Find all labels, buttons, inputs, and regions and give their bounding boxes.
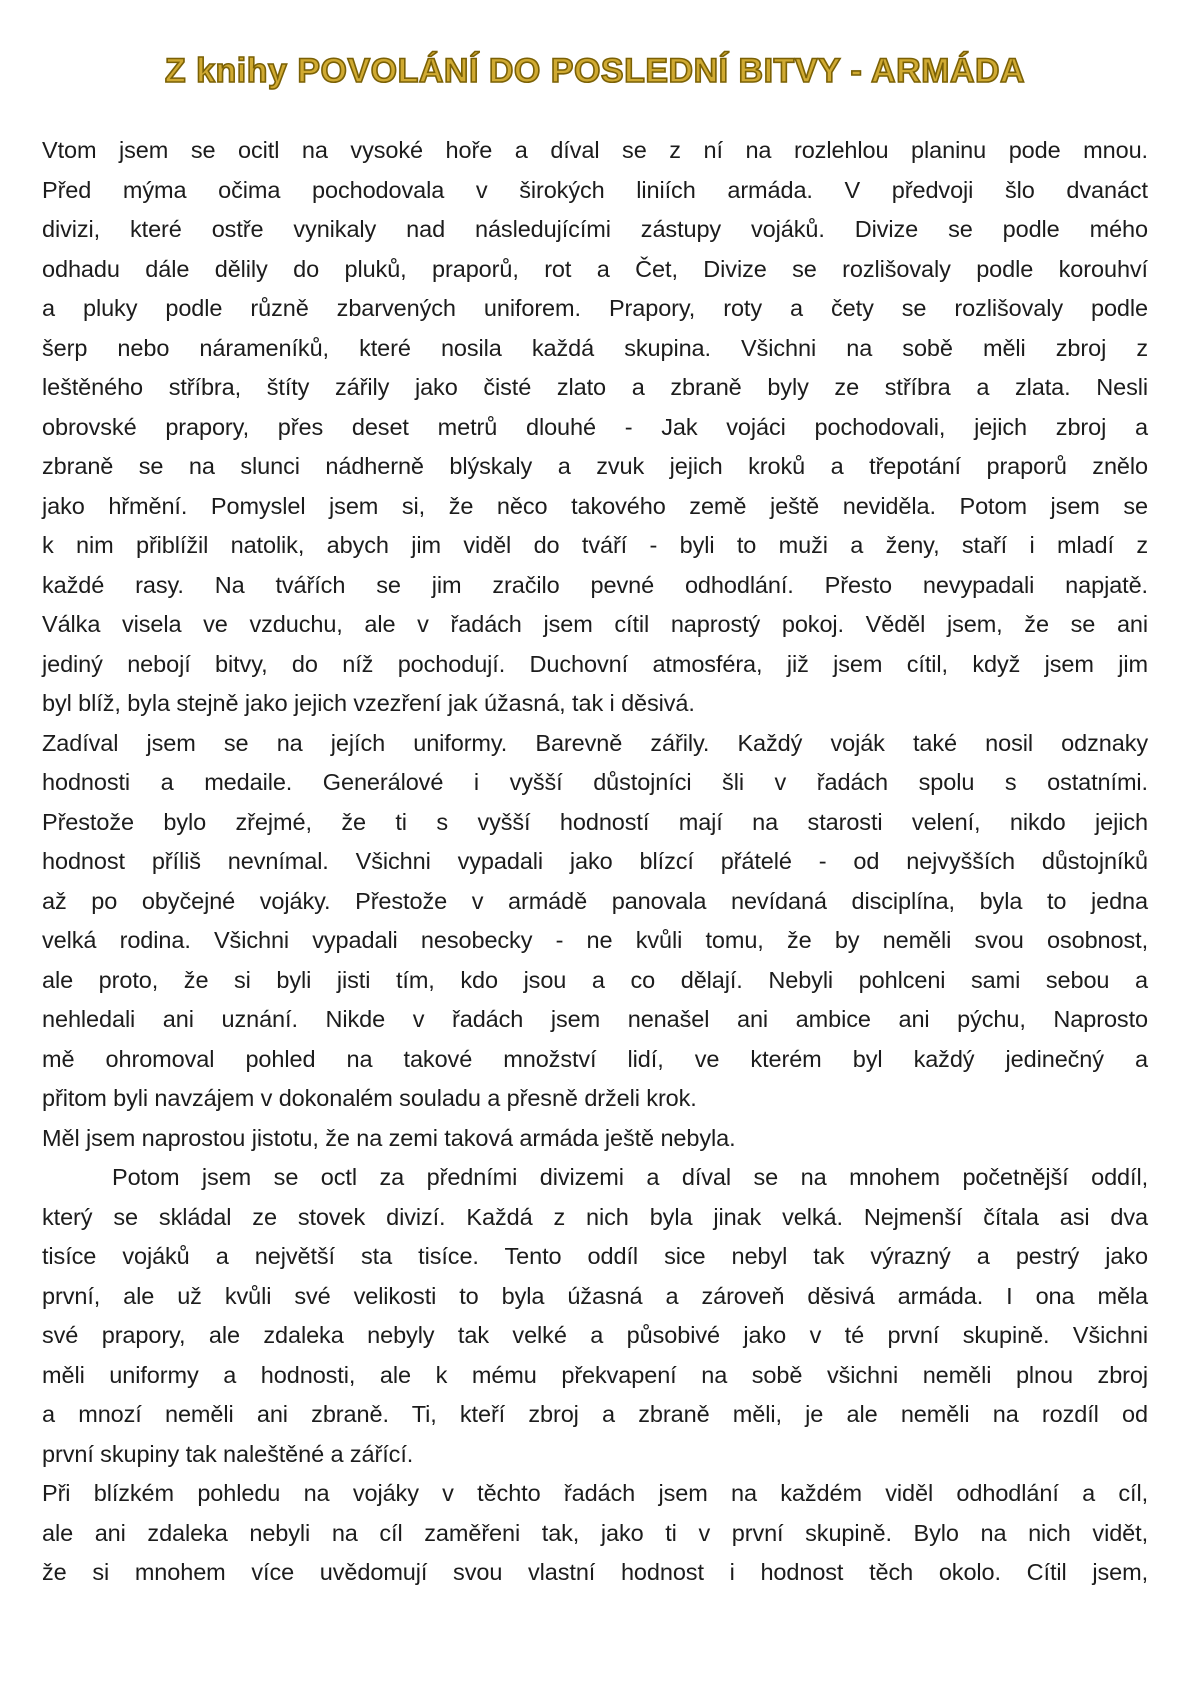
text-line: jako hřmění. Pomyslel jsem si, že něco takového země ještě neviděla. Potom jsem se (42, 492, 1148, 519)
text-line: k nim přiblížil natolik, abych jim viděl do tváří - byli to muži a ženy, staří i mladí z (42, 532, 1148, 558)
text-line: zbraně se na slunci nádherně blýskaly a zvuk jejich kroků a třepotání praporů znělo (42, 453, 1148, 479)
text-line: jediný nebojí bitvy, do níž pochodují. Duchovní atmosféra, již jsem cítil, když jsem jim (42, 650, 1148, 677)
text-line: první skupiny tak naleštěné a zářící. (42, 1440, 414, 1467)
text-line: Potom jsem se octl za předními divizemi a díval se na mnohem početnější oddíl, (112, 1164, 1148, 1190)
text-line: své prapory, ale zdaleka nebyly tak velké a působivé jako v té první skupině. Všichni (42, 1322, 1148, 1348)
text-line: Válka visela ve vzduchu, ale v řadách jsem cítil naprostý pokoj. Věděl jsem, že se ani (42, 611, 1148, 637)
text-line: přitom byli navzájem v dokonalém souladu a přesně drželi krok. (42, 1085, 697, 1111)
text-line: první, ale už kvůli své velikosti to byla úžasná a zároveň děsivá armáda. I ona měla (42, 1282, 1148, 1309)
page-title: Z knihy POVOLÁNÍ DO POSLEDNÍ BITVY - ARMÁDA (164, 52, 1026, 90)
text-line: který se skládal ze stovek divizí. Každá z nich byla jinak velká. Nejmenší čítala asi dva (42, 1203, 1148, 1230)
paragraph (42, 131, 1148, 724)
text-line: mě ohromoval pohled na takové množství lidí, ve kterém byl každý jedinečný a (42, 1045, 1148, 1072)
text-line: Vtom jsem se ocitl na vysoké hoře a díval se z ní na rozlehlou planinu pode mnou. (42, 137, 1148, 163)
text-line: nehledali ani uznání. Nikde v řadách jsem nenašel ani ambice ani pýchu, Naprosto (42, 1006, 1148, 1032)
text-line: Před mýma očima pochodovala v širokých liniích armáda. V předvoji šlo dvanáct (42, 176, 1148, 203)
text-line: ale ani zdaleka nebyli na cíl zaměřeni tak, jako ti v první skupině. Bylo na nich vidět, (42, 1519, 1148, 1546)
text-line: odhadu dále dělily do pluků, praporů, rot a Čet, Divize se rozlišovaly podle korouhví (42, 255, 1148, 282)
text-line: Zadíval jsem se na jejích uniformy. Barevně zářily. Každý voják také nosil odznaky (42, 729, 1148, 756)
text-line: velká rodina. Všichni vypadali nesobecky - ne kvůli tomu, že by neměli svou osobnost, (42, 927, 1148, 953)
text-line: Přestože bylo zřejmé, že ti s vyšší hodností mají na starosti velení, nikdo jejich (42, 808, 1148, 835)
text-line: ale proto, že si byli jisti tím, kdo jsou a co dělají. Nebyli pohlceni sami sebou a (42, 966, 1148, 993)
article-body (42, 131, 1148, 1593)
text-line: a pluky podle různě zbarvených uniforem. Prapory, roty a čety se rozlišovaly podle (42, 295, 1148, 321)
text-line: Při blízkém pohledu na vojáky v těchto řadách jsem na každém viděl odhodlání a cíl, (42, 1480, 1148, 1506)
text-line: byl blíž, byla stejně jako jejich vzezření jak úžasná, tak i děsivá. (42, 690, 695, 716)
text-line: šerp nebo nárameníků, které nosila každá skupina. Všichni na sobě měli zbroj z (42, 334, 1148, 361)
paragraph (42, 1119, 1148, 1159)
paragraph (42, 1158, 1148, 1474)
text-line: leštěného stříbra, štíty zářily jako čisté zlato a zbraně byly ze stříbra a zlata. Nesli (42, 374, 1148, 400)
text-line: divizi, které ostře vynikaly nad následujícími zástupy vojáků. Divize se podle mého (42, 216, 1148, 242)
paragraph (42, 724, 1148, 1119)
text-line: až po obyčejné vojáky. Přestože v armádě panovala nevídaná disciplína, byla to jedna (42, 887, 1148, 914)
text-line: každé rasy. Na tvářích se jim zračilo pevné odhodlání. Přesto nevypadali napjatě. (42, 571, 1148, 598)
text-line: hodnost příliš nevnímal. Všichni vypadali jako blízcí přátelé - od nejvyšších důstojníků (42, 848, 1148, 874)
text-line: hodnosti a medaile. Generálové i vyšší důstojníci šli v řadách spolu s ostatními. (42, 769, 1148, 795)
paragraph (42, 1474, 1148, 1593)
text-line: Měl jsem naprostou jistotu, že na zemi taková armáda ještě nebyla. (42, 1124, 736, 1151)
text-line: měli uniformy a hodnosti, ale k mému překvapení na sobě všichni neměli plnou zbroj (42, 1361, 1148, 1388)
text-line: že si mnohem více uvědomují svou vlastní hodnost i hodnost těch okolo. Cítil jsem, (42, 1559, 1148, 1585)
text-line: a mnozí neměli ani zbraně. Ti, kteří zbroj a zbraně měli, je ale neměli na rozdíl od (42, 1401, 1148, 1427)
text-line: tisíce vojáků a největší sta tisíce. Tento oddíl sice nebyl tak výrazný a pestrý jako (42, 1243, 1148, 1269)
text-line: obrovské prapory, přes deset metrů dlouhé - Jak vojáci pochodovali, jejich zbroj a (42, 413, 1148, 440)
